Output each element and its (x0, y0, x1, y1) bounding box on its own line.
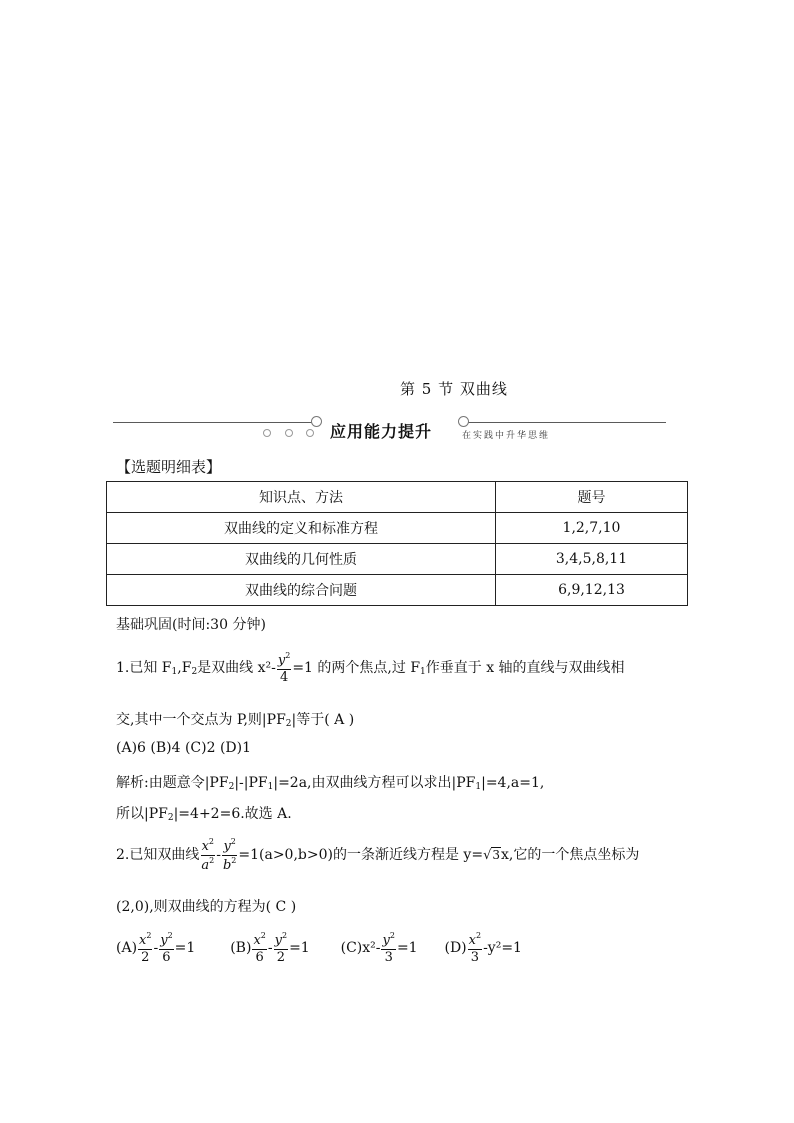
fraction: $\frac{x^2}{2}$ (139, 931, 152, 965)
table-row (107, 513, 688, 544)
question-1-line-2: 交,其中一个交点为 P,则$|PF_2|$等于( A ) (116, 712, 355, 729)
table-row (107, 575, 688, 606)
table-header-cell: 知识点、方法 (107, 482, 496, 513)
section-title: 第 5 节 双曲线 (400, 380, 508, 398)
question-1-solution-line-1: 解析:由题意令$|PF_2|-|PF_1|=2a$,由双曲线方程可以求出$|PF_1|=4,a=1$, (116, 775, 545, 792)
question-2-line-1: 2.已知双曲线 $\frac{x^2}{a^2}$ - $\frac{y^2}{b^2}$ =1(a>0,b>0)的一条渐近线方程是 y=√3x,它的一个焦点坐标为 (116, 837, 640, 873)
banner-dot (263, 429, 271, 437)
table-cell: 1,2,7,10 (496, 513, 688, 544)
fraction: $\frac{y^2}{3}$ (382, 931, 395, 965)
table-cell: 3,4,5,8,11 (496, 544, 688, 575)
banner-subheading: 在实践中升华思维 (462, 431, 551, 441)
fraction: $\frac{x^2}{3}$ (468, 931, 482, 965)
square-root: √3 (483, 848, 500, 864)
banner-ring-left (311, 416, 322, 427)
table-header-cell: 题号 (496, 482, 688, 513)
fraction: $\frac{x^2}{a^2}$ (201, 837, 215, 873)
banner-rule-left (113, 422, 316, 423)
banner-dot (306, 429, 314, 437)
question-1-line-1: 1.已知 $F_1,F_2$是双曲线 x²- $\frac{y^2}{4}$ =1 的两个焦点,过 $F_1$作垂直于 x 轴的直线与双曲线相 (116, 651, 625, 685)
question-2-line-2: (2,0),则双曲线的方程为( C ) (116, 899, 297, 915)
table-cell: 双曲线的定义和标准方程 (107, 513, 496, 544)
table-cell: 双曲线的几何性质 (107, 544, 496, 575)
basic-heading: 基础巩固(时间:30 分钟) (116, 617, 266, 633)
fraction: $\frac{y^2}{4}$ (277, 651, 291, 685)
fraction: $\frac{y^2}{b^2}$ (222, 837, 237, 873)
table-header-row (107, 482, 688, 513)
question-1-solution-line-2: 所以$|PF_2|=4+2=6$.故选 A. (116, 806, 292, 823)
banner-heading: 应用能力提升 (330, 422, 433, 441)
fraction: $\frac{x^2}{6}$ (253, 931, 266, 965)
table-cell: 6,9,12,13 (496, 575, 688, 606)
fraction: $\frac{y^2}{2}$ (274, 931, 288, 965)
section-label: 【选题明细表】 (116, 458, 222, 476)
question-1-options: (A)6 (B)4 (C)2 (D)1 (116, 740, 252, 756)
banner-dot (285, 429, 293, 437)
fraction: $\frac{y^2}{6}$ (160, 931, 173, 965)
question-2-options: (A) $\frac{x^2}{2}$ - $\frac{y^2}{6}$ =1 (B) $\frac{x^2}{6}$ - $\frac{y^2}{2}$ =1 (C)x²- $\frac{y^2}{3}$ =1 (D) $\frac{x^2}{3}$ -y²=1 (116, 931, 522, 965)
table-row (107, 544, 688, 575)
topic-table (106, 481, 688, 606)
banner-rule-right (462, 422, 666, 423)
banner-ring-right (458, 416, 469, 427)
table-cell: 双曲线的综合问题 (107, 575, 496, 606)
